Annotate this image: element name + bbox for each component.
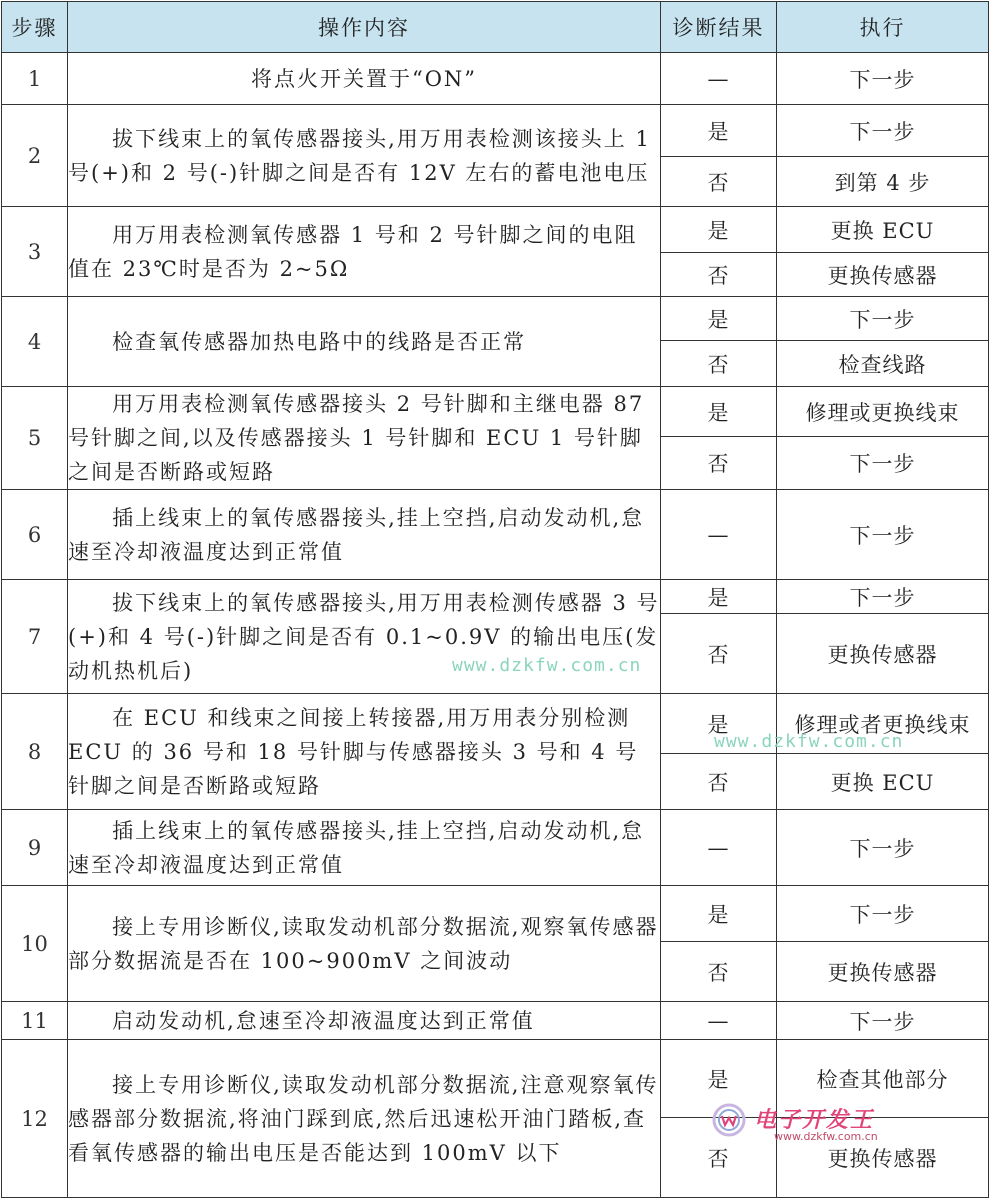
header-action: 执行: [777, 2, 989, 53]
diagnosis-result: 否: [661, 253, 777, 297]
action-cell: 修理或者更换线束: [777, 694, 989, 754]
step-number: 9: [2, 810, 68, 886]
operation-text: 将点火开关置于“ON”: [250, 66, 478, 91]
action-cell: 更换传感器: [777, 1118, 989, 1198]
header-content: 操作内容: [68, 2, 661, 53]
header-step: 步骤: [2, 2, 68, 53]
diagnosis-result: 否: [661, 157, 777, 207]
step-number: 7: [2, 580, 68, 694]
action-cell: 下一步: [777, 886, 989, 942]
table-row: [2, 580, 989, 614]
step-number: 12: [2, 1040, 68, 1198]
logo-badge-icon: [712, 1103, 746, 1137]
action-cell: 下一步: [777, 1002, 989, 1040]
table-row: [2, 1002, 989, 1040]
diagnosis-result: —: [661, 53, 777, 105]
action-cell: 下一步: [777, 53, 989, 105]
step-number: 6: [2, 490, 68, 580]
step-number: 10: [2, 886, 68, 1002]
diagnosis-result: 否: [661, 341, 777, 387]
step-number: 5: [2, 387, 68, 490]
operation-content: [68, 105, 661, 207]
operation-content: [68, 387, 661, 490]
diagnosis-result: —: [661, 490, 777, 580]
operation-text: 插上线束上的氧传感器接头,挂上空挡,启动发动机,怠速至冷却液温度达到正常值: [68, 818, 645, 877]
diagnosis-result: 是: [661, 105, 777, 157]
operation-content: [68, 207, 661, 297]
operation-text: 接上专用诊断仪,读取发动机部分数据流,观察氧传感器部分数据流是否在 100~900mV 之间波动: [68, 914, 659, 973]
action-cell: 检查线路: [777, 341, 989, 387]
header-result: 诊断结果: [661, 2, 777, 53]
operation-content: [68, 810, 661, 886]
action-cell: 下一步: [777, 580, 989, 614]
step-number: 8: [2, 694, 68, 810]
operation-content: [68, 694, 661, 810]
diagnosis-result: 否: [661, 1118, 777, 1198]
step-number: 11: [2, 1002, 68, 1040]
operation-content: [68, 580, 661, 694]
operation-content: [68, 53, 661, 105]
diagnosis-result: 否: [661, 614, 777, 694]
table-row: [2, 207, 989, 253]
diagnosis-result: 否: [661, 754, 777, 810]
table-row: [2, 490, 989, 580]
table-row: [2, 886, 989, 942]
diagnosis-table: [1, 1, 989, 1198]
action-cell: 更换 ECU: [777, 207, 989, 253]
header-row: [2, 2, 989, 53]
watermark-url-1: www.dzkfw.com.cn: [452, 655, 642, 676]
operation-text: 用万用表检测氧传感器 1 号和 2 号针脚之间的电阻值在 23℃时是否为 2~5Ω: [68, 222, 638, 281]
action-cell: 更换传感器: [777, 614, 989, 694]
operation-text: 接上专用诊断仪,读取发动机部分数据流,注意观察氧传感器部分数据流,将油门踩到底,然后迅速松开油门踏板,查看氧传感器的输出电压是否能达到 100mV 以下: [68, 1072, 659, 1165]
operation-text: 启动发动机,怠速至冷却液温度达到正常值: [112, 1008, 535, 1033]
operation-text: 检查氧传感器加热电路中的线路是否正常: [112, 329, 527, 354]
step-number: 1: [2, 53, 68, 105]
operation-text: 插上线束上的氧传感器接头,挂上空挡,启动发动机,怠速至冷却液温度达到正常值: [68, 505, 645, 564]
operation-text: 拔下线束上的氧传感器接头,用万用表检测该接头上 1 号(+)和 2 号(-)针脚之间是否有 12V 左右的蓄电池电压: [68, 126, 651, 185]
step-number: 3: [2, 207, 68, 297]
action-cell: 下一步: [777, 105, 989, 157]
action-cell: 更换 ECU: [777, 754, 989, 810]
watermark-logo: [712, 1103, 882, 1145]
diagnosis-result: 是: [661, 207, 777, 253]
logo-brand: 电子开发王: [754, 1108, 875, 1133]
action-cell: 到第 4 步: [777, 157, 989, 207]
watermark-url-2: www.dzkfw.com.cn: [714, 731, 904, 752]
step-number: 2: [2, 105, 68, 207]
operation-text: 拔下线束上的氧传感器接头,用万用表检测传感器 3 号(+)和 4 号(-)针脚之间是否有 0.1~0.9V 的输出电压(发动机热机后): [68, 590, 660, 683]
operation-content: [68, 886, 661, 1002]
action-cell: 修理或更换线束: [777, 387, 989, 437]
action-cell: 下一步: [777, 437, 989, 490]
table-row: [2, 105, 989, 157]
operation-text: 在 ECU 和线束之间接上转接器,用万用表分别检测 ECU 的 36 号和 18 号针脚与传感器接头 3 号和 4 号针脚之间是否断路或短路: [68, 705, 639, 798]
diagnosis-result: 是: [661, 580, 777, 614]
diagnosis-result: 否: [661, 942, 777, 1002]
table-row: [2, 387, 989, 437]
table-body: [2, 53, 989, 1198]
action-cell: 更换传感器: [777, 253, 989, 297]
operation-content: [68, 297, 661, 387]
operation-content: [68, 1002, 661, 1040]
diagnosis-result: 是: [661, 694, 777, 754]
logo-site: www.dzkfw.com.cn: [774, 1130, 878, 1143]
diagnosis-result: 是: [661, 387, 777, 437]
operation-content: [68, 1040, 661, 1198]
action-cell: 下一步: [777, 810, 989, 886]
action-cell: 下一步: [777, 297, 989, 341]
step-number: 4: [2, 297, 68, 387]
diagnosis-result: 否: [661, 437, 777, 490]
diagnosis-result: 是: [661, 886, 777, 942]
diagnosis-result: 是: [661, 1040, 777, 1118]
table-row: [2, 297, 989, 341]
operation-content: [68, 490, 661, 580]
diagnosis-result: —: [661, 1002, 777, 1040]
action-cell: 检查其他部分: [777, 1040, 989, 1118]
diagnosis-result: 是: [661, 297, 777, 341]
action-cell: 更换传感器: [777, 942, 989, 1002]
operation-text: 用万用表检测氧传感器接头 2 号针脚和主继电器 87 号针脚之间,以及传感器接头 1 号针脚和 ECU 1 号针脚之间是否断路或短路: [68, 392, 645, 484]
diagnosis-result: —: [661, 810, 777, 886]
table-row: [2, 53, 989, 105]
action-cell: 下一步: [777, 490, 989, 580]
table-row: [2, 810, 989, 886]
